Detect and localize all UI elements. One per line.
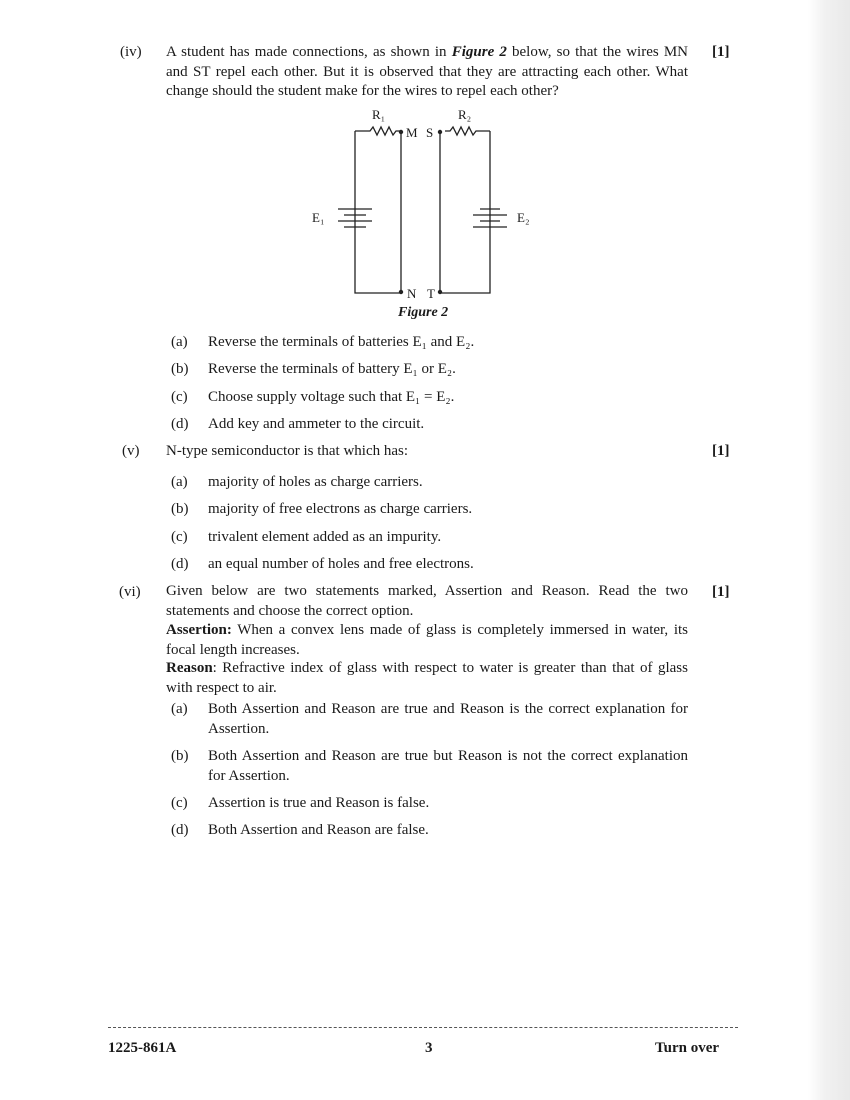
question-number-vi: (vi): [119, 584, 141, 600]
option-iv-d-text: Add key and ammeter to the circuit.: [208, 416, 425, 432]
assertion-label: Assertion:: [166, 622, 232, 638]
marks-iv: [1]: [712, 44, 730, 60]
resistor-r1: [355, 127, 400, 135]
terminal-s: [438, 130, 442, 134]
question-iv-text: [166, 43, 688, 102]
option-vi-b-text: Both Assertion and Reason are true but Reason is not the correct explanation for Assertion.: [208, 748, 688, 784]
label-e2: E₂: [517, 210, 530, 225]
label-t: T: [427, 286, 435, 301]
question-number-v: (v): [122, 443, 140, 459]
marks-vi: [1]: [712, 584, 730, 600]
left-circuit-wire: [355, 131, 402, 293]
option-iv-c-letter: (c): [171, 389, 188, 405]
reason-statement: [166, 659, 688, 698]
option-vi-d-letter: (d): [171, 822, 189, 838]
option-iv-b-text: Reverse the terminals of battery E₁ or E₂.: [208, 361, 456, 377]
option-v-b-text: majority of free electrons as charge carriers.: [208, 501, 473, 517]
option-iv-a-text: Reverse the terminals of batteries E₁ and E₂.: [208, 334, 475, 350]
page-number: 3: [425, 1040, 433, 1056]
assertion-text: When a convex lens made of glass is completely immersed in water, its focal length increases.: [166, 622, 689, 658]
option-v-a-letter: (a): [171, 474, 188, 490]
option-vi-d-text: Both Assertion and Reason are false.: [208, 822, 429, 838]
figure-reference: Figure 2: [451, 44, 507, 60]
option-v-d-text: an equal number of holes and free electrons.: [208, 556, 474, 572]
question-iv-text-a: A student has made connections, as shown in: [166, 44, 452, 60]
paper-code: 1225-861A: [108, 1040, 177, 1056]
resistor-r2: [445, 127, 490, 135]
option-vi-a-letter: (a): [171, 701, 188, 717]
page-edge-shadow: [808, 0, 850, 1100]
reason-text: : Refractive index of glass with respect to water is greater than that of glass with respect to air.: [166, 660, 688, 696]
option-iv-c-text: Choose supply voltage such that E₁ = E₂.: [208, 389, 455, 405]
question-vi-text: Given below are two statements marked, Assertion and Reason. Read the two statements and choose the correct option.: [166, 583, 688, 619]
question-v-text: N-type semiconductor is that which has:: [166, 443, 409, 459]
terminal-t: [438, 290, 442, 294]
label-m: M: [406, 125, 418, 140]
assertion-statement: [166, 621, 688, 660]
option-vi-c-text: Assertion is true and Reason is false.: [208, 795, 430, 811]
marks-v: [1]: [712, 443, 730, 459]
reason-label: Reason: [166, 660, 213, 676]
option-iv-d-letter: (d): [171, 416, 189, 432]
option-v-b-letter: (b): [171, 501, 189, 517]
label-n: N: [407, 286, 417, 301]
circuit-diagram: [300, 105, 550, 305]
option-v-a-text: majority of holes as charge carriers.: [208, 474, 423, 490]
option-v-c-letter: (c): [171, 529, 188, 545]
label-r1: R₁: [372, 107, 386, 122]
option-iv-b-letter: (b): [171, 361, 189, 377]
terminal-n: [399, 290, 403, 294]
terminal-m: [399, 130, 403, 134]
figure-caption: Figure 2: [398, 305, 449, 320]
option-iv-a-letter: (a): [171, 334, 188, 350]
question-number-iv: (iv): [120, 44, 142, 60]
turn-over-label: Turn over: [655, 1040, 720, 1056]
question-iv-text-b: below, so that the wires MN and ST repel each other. But it is observed that they are attracting each other. What change should the student make for the wires to repel each other?: [166, 44, 688, 99]
right-circuit-wire: [440, 131, 490, 293]
label-r2: R₂: [458, 107, 472, 122]
footer-divider: [108, 1027, 738, 1028]
option-vi-a-text: Both Assertion and Reason are true and Reason is the correct explanation for Assertion.: [208, 701, 688, 737]
option-vi-c-letter: (c): [171, 795, 188, 811]
label-e1: E₁: [312, 210, 325, 225]
option-v-c-text: trivalent element added as an impurity.: [208, 529, 442, 545]
option-vi-b-letter: (b): [171, 748, 189, 764]
label-s: S: [426, 125, 434, 140]
option-v-d-letter: (d): [171, 556, 189, 572]
